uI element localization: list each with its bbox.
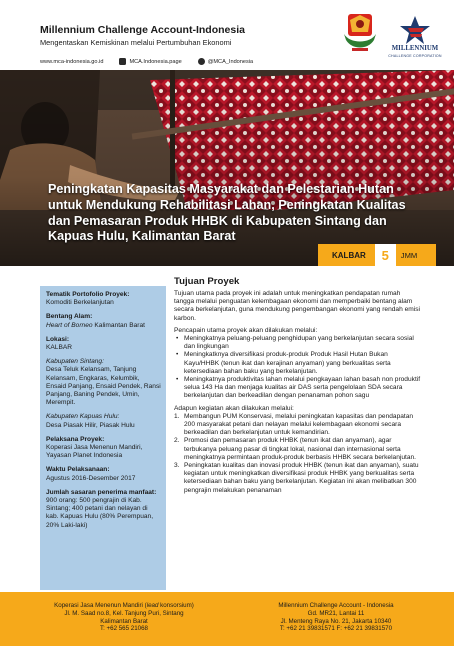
footer-right-line3: Jl. Menteng Raya No. 21, Jakarta 10340 bbox=[280, 617, 392, 625]
list-item bbox=[174, 437, 422, 462]
lokasi-label: Lokasi: bbox=[46, 335, 70, 343]
item-text: Promosi dan pemasaran produk HHBK (tenun ikat dan anyaman), agar terbukanya peluang pasar di tingkat lokal, nasional dan internasional serta meningkatnya permintaan produk-produk berbasis HHBK secara berkelanjutan. bbox=[184, 437, 417, 461]
footer-left-line1-a: Koperasi Jasa Menenun Mandiri ( bbox=[54, 602, 147, 609]
kab-kapuas-block bbox=[46, 413, 161, 429]
list-item: • Meningkatknya diversifikasi produk-produk Produk Hasil Hutan Bukan Kayu/HHBK (tenun ikat dan kerajinan anyaman) yang berkualitas serta ketersediaan bahan baku yang berkelanjutan. bbox=[174, 351, 422, 376]
sasaran-label: Jumlah sasaran penerima manfaat: bbox=[46, 488, 157, 496]
activities-intro: Adapun kegiatan akan dilakukan melalui: bbox=[174, 404, 294, 412]
bentang-value-italic: Heart of Borneo bbox=[46, 321, 93, 329]
hero-image bbox=[0, 70, 454, 266]
footer-left-line2: Jl. M. Saad no.8, Kel. Tanjung Puri, Sintang bbox=[64, 609, 184, 617]
waktu-label: Waktu Pelaksanaan: bbox=[46, 466, 110, 474]
footer-right-line1: Millennium Challenge Account - Indonesia bbox=[278, 602, 394, 609]
main-content bbox=[174, 276, 422, 592]
org-tagline: Mengentaskan Kemiskinan melalui Pertumbuhan Ekonomi bbox=[40, 38, 232, 47]
achievement-list bbox=[174, 335, 422, 401]
bentang-block bbox=[46, 313, 161, 329]
twitter-text[interactable]: @MCA_Indonesia bbox=[207, 58, 254, 65]
item-number: 1. bbox=[174, 412, 180, 420]
activities-list bbox=[174, 413, 422, 495]
mcc-star-icon bbox=[384, 14, 446, 46]
facebook-link[interactable] bbox=[119, 58, 181, 65]
footer-right-line4: T: +62 21 39831571 F: +62 21 39831570 bbox=[279, 625, 393, 633]
bentang-value bbox=[46, 322, 161, 330]
mcc-name: MILLENNIUM bbox=[391, 45, 439, 52]
footer-left-line1 bbox=[40, 602, 208, 610]
org-name: Millennium Challenge Account-Indonesia bbox=[40, 24, 245, 36]
sasaran-value: 900 orang: 500 pengrajin di Kab. Sintang; 400 petani dan nelayan di kab. Kapuas Hulu (80% Perempuan, 20% Laki-laki) bbox=[46, 497, 154, 529]
website-text[interactable]: www.mca-indonesia.go.id bbox=[40, 58, 104, 65]
pelaksana-block bbox=[46, 436, 161, 461]
list-item bbox=[174, 462, 422, 495]
footer-left-line1-b: konsorsium) bbox=[158, 602, 194, 609]
footer-partner-address bbox=[40, 602, 208, 633]
project-info-sidebar bbox=[40, 286, 166, 590]
page-footer bbox=[0, 592, 454, 646]
waktu-block bbox=[46, 466, 161, 482]
list-item bbox=[174, 413, 422, 438]
facebook-icon bbox=[119, 58, 126, 65]
item-text: Membangun PUM Konservasi, melalui peningkatan kapasitas dan pendapatan 200 masyarakat petani dan nelayan melalui kelembagaan ekonomi secara berkeadilan dan berkelanjutan untuk kemandirian. bbox=[184, 412, 414, 437]
badge-unit: JMM bbox=[400, 250, 418, 260]
bentang-value-rest: Kalimantan Barat bbox=[92, 321, 145, 329]
contact-bar bbox=[40, 58, 269, 65]
section-title: Tujuan Proyek bbox=[174, 276, 240, 287]
achieve-intro: Pencapain utama proyek akan dilakukan melalui: bbox=[174, 326, 318, 334]
badge-region: KALBAR bbox=[332, 250, 366, 260]
lokasi-value: KALBAR bbox=[46, 344, 73, 352]
footer-right-line2: Gd. MR21, Lantai 11 bbox=[307, 609, 365, 617]
twitter-icon bbox=[198, 58, 205, 65]
pelaksana-value: Koperasi Jasa Menenun Mandiri, Yayasan Planet Indonesia bbox=[46, 444, 143, 460]
mca-indonesia-logo bbox=[340, 10, 380, 56]
footer-mca-address bbox=[246, 602, 426, 633]
item-number: 3. bbox=[174, 462, 180, 470]
website-link[interactable] bbox=[40, 59, 103, 65]
sasaran-block bbox=[46, 489, 161, 530]
footer-left-line1-italic: lead bbox=[146, 602, 159, 609]
mcc-sub: CHALLENGE CORPORATION bbox=[388, 54, 442, 58]
waktu-value: Agustus 2016-Desember 2017 bbox=[46, 474, 136, 482]
pelaksana-label: Pelaksana Proyek: bbox=[46, 435, 105, 443]
footer-left-line3: Kalimantan Barat bbox=[100, 617, 148, 625]
item-number: 2. bbox=[174, 437, 180, 445]
list-item: • Meningkatnya produktivitas lahan melalui pengkayaan lahan basah non produktif selua 143 Ha dan menjaga kualitas air DAS serta pengelolaan SDA secara berkelanjutan dan berkeadilan dengan penanaman pohon sagu bbox=[174, 376, 422, 401]
kab-sintang-block bbox=[46, 358, 161, 407]
kab-sintang-label: Kabupaten Sintang: bbox=[46, 358, 104, 366]
lokasi-block bbox=[46, 336, 161, 352]
kab-kapuas-value: Desa Piasak Hilir, Piasak Hulu bbox=[46, 421, 135, 429]
page-title: Peningkatan Kapasitas Masyarakat dan Pelestarian Hutan untuk Mendukung Rehabilitasi Lahan, Peningkatan Kualitas dan Pemasaran Produk HHBK di Kabupaten Sintang dan Kapuas Hulu, Kalimantan Barat bbox=[48, 182, 406, 244]
bentang-label: Bentang Alam: bbox=[46, 313, 93, 321]
tematik-label: Tematik Portofolio Proyek: bbox=[46, 291, 130, 298]
page-header bbox=[0, 0, 454, 70]
intro-paragraph: Tujuan utama pada proyek ini adalah untuk meningkatkan pendapatan rumah tangga melalui penguatan kelembagaan ekonomi dan memperbaiki bentang alam secara berkelanjutan, guna mendukung pengembangan ekonomi yang rendah emisi karbon. bbox=[174, 290, 420, 322]
kab-kapuas-label: Kabupaten Kapuas Hulu: bbox=[46, 413, 120, 421]
tematik-value: Komoditi Berkelanjutan bbox=[46, 299, 114, 307]
item-text: Peningkatan kualitas dan inovasi produk HHBK (tenun ikat dan anyaman), suatu kegiatan untuk meningkatkan diversifikasi produk HHBK yang berkualitas serta ketersediaan bahan baku yang berkelanjutan. Kegiatan ini akan melibatkan 300 pengrajin melakukan penanaman bbox=[184, 462, 419, 494]
facebook-text[interactable]: MCA.Indonesia.page bbox=[129, 58, 182, 65]
mcc-logo bbox=[384, 14, 446, 70]
hero-title-wrap bbox=[48, 182, 418, 245]
badge-number: 5 bbox=[375, 244, 396, 266]
footer-left-line4: T: +62 565 21068 bbox=[100, 625, 148, 633]
tematik-block bbox=[46, 291, 161, 307]
twitter-link[interactable] bbox=[198, 58, 253, 65]
region-badge bbox=[318, 244, 436, 266]
kab-sintang-value: Desa Teluk Kelansam, Tanjung Kelansam, Engkaras, Kelumbik, Ensaid Panjang, Ensaid Pendek, Ransi Panjang, Baning Pendek, Umin, Merempit. bbox=[46, 366, 161, 407]
list-item: • Meningkatnya peluang-peluang penghidupan yang berkelanjutan secara sosial dan lingkungan bbox=[174, 335, 422, 351]
